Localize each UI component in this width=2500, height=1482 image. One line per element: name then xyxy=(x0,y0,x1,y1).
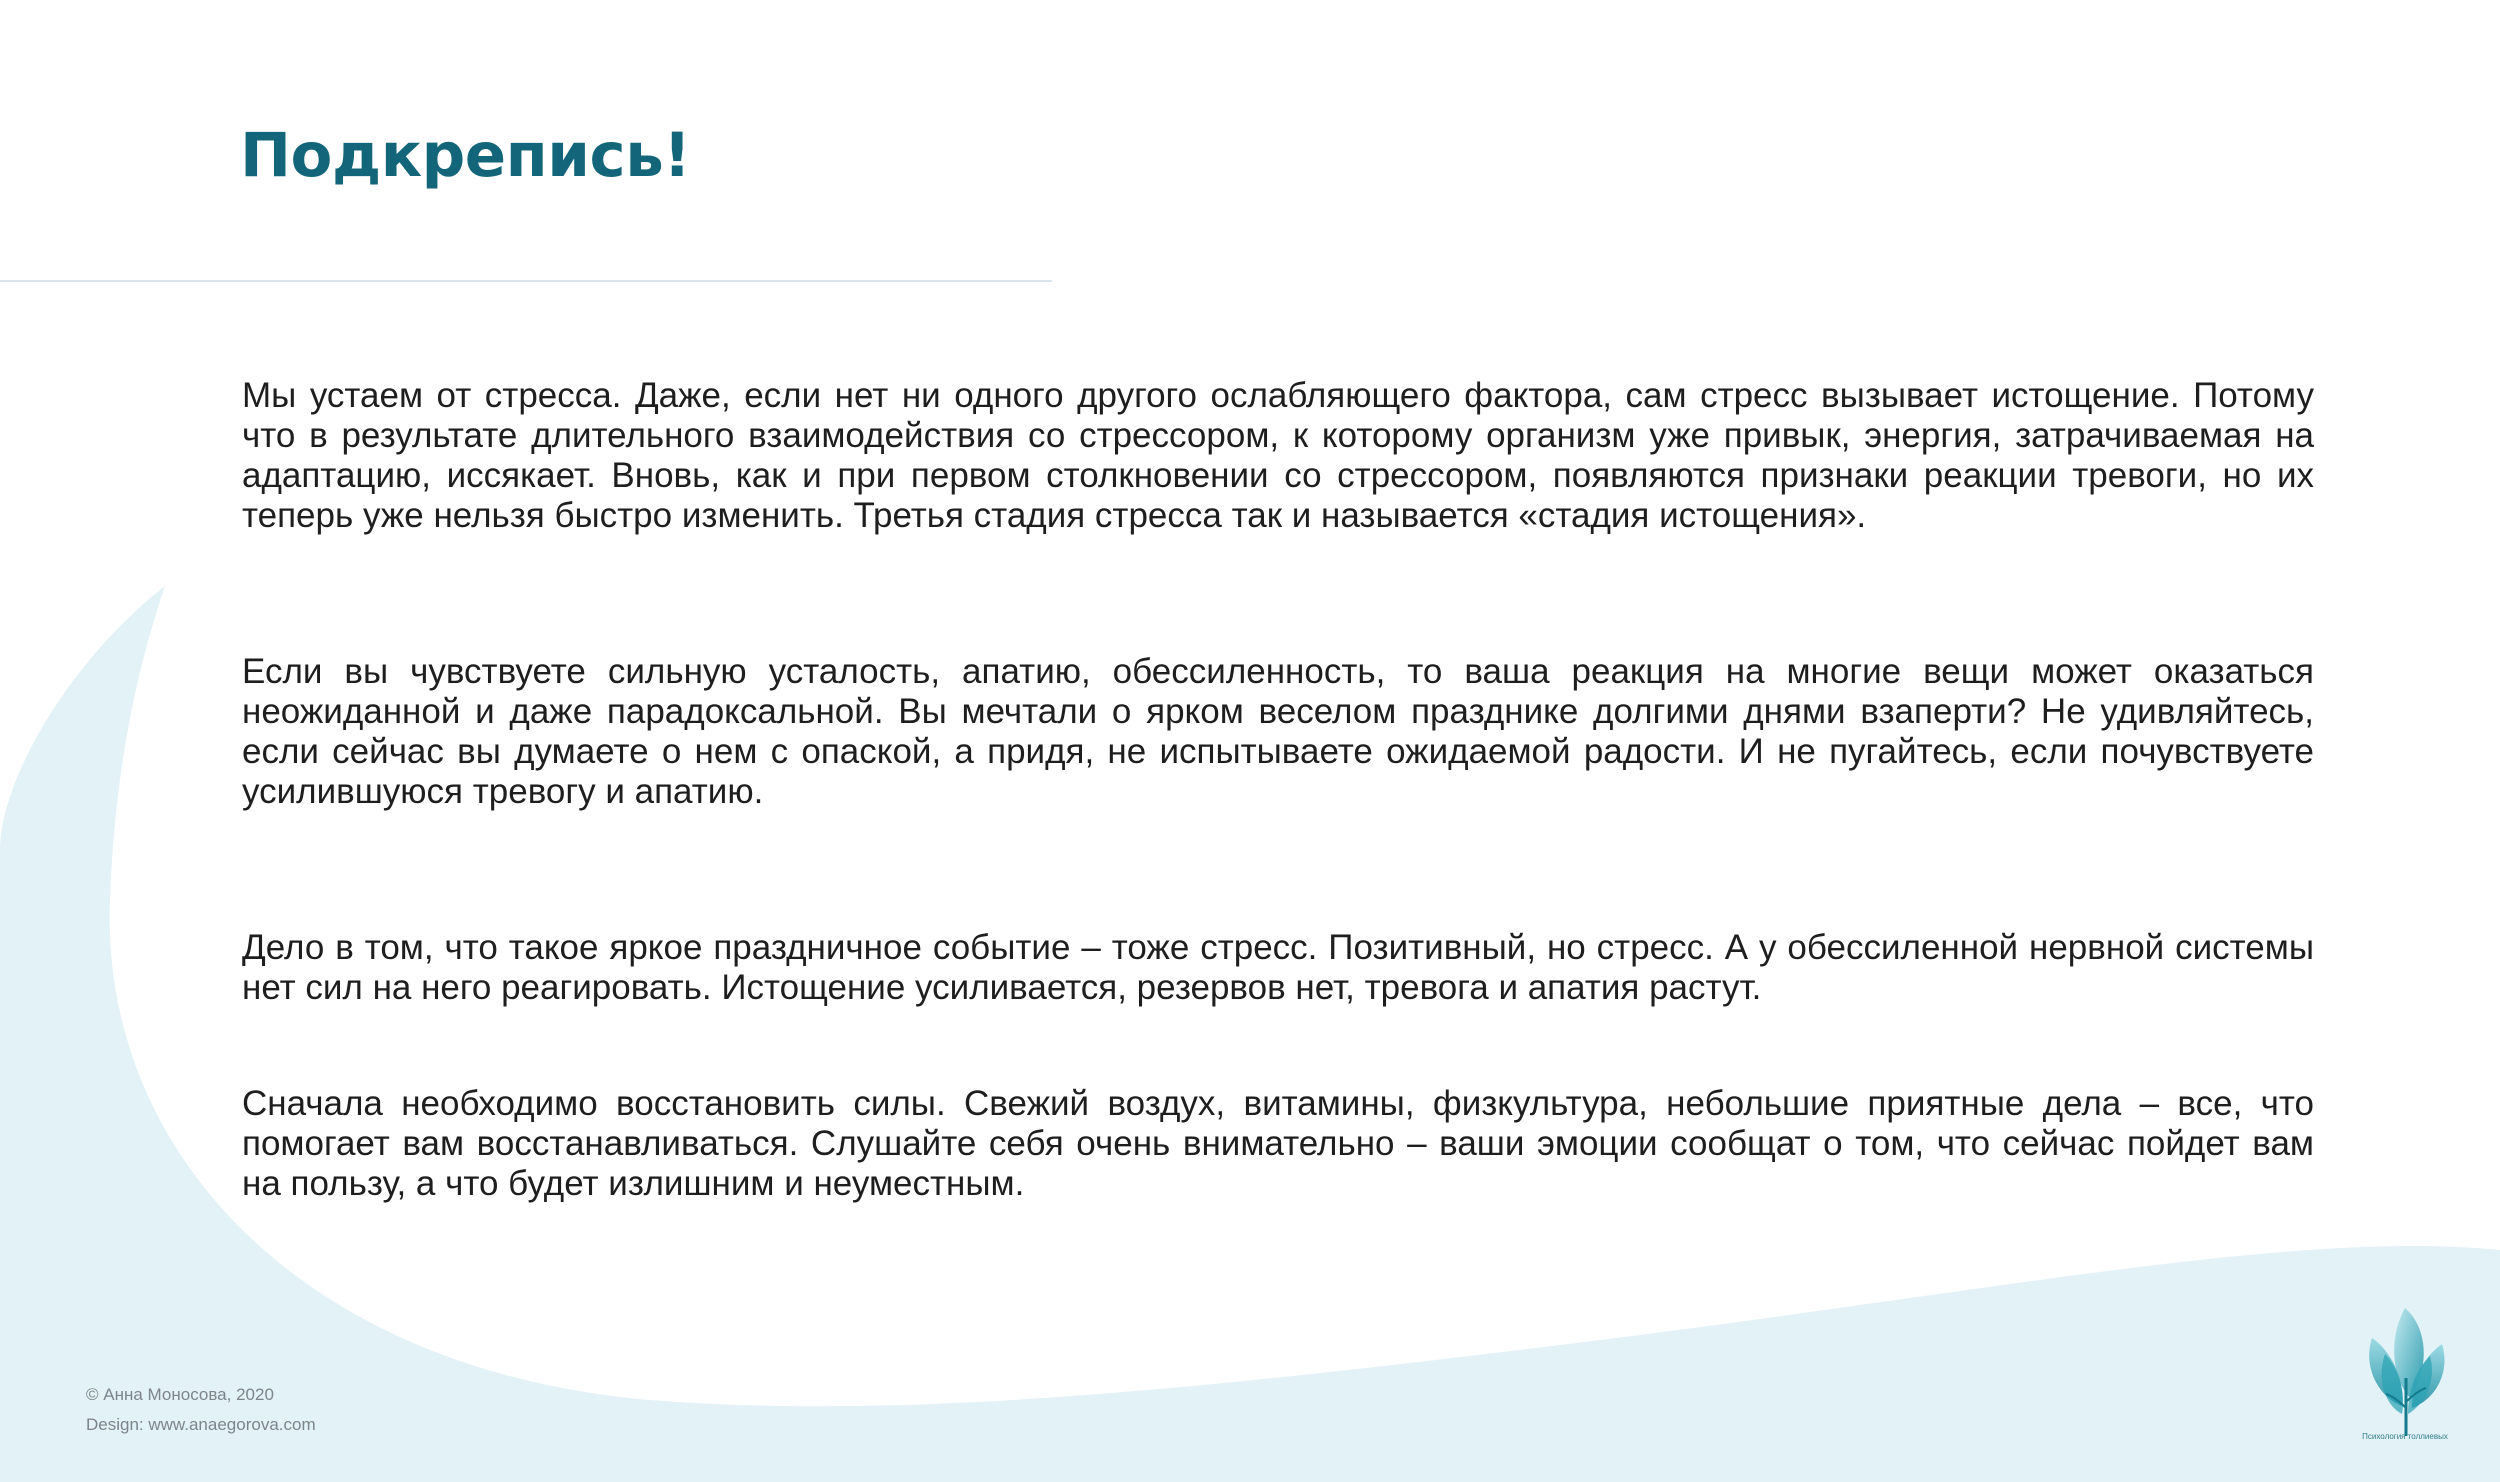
paragraph-exhaustion: Мы устаем от стресса. Даже, если нет ни одного другого ослабляющего фактора, сам стресс вызывает истощение. Потому что в результате длительного взаимодействия со стрессором, к которому организм уже привык, энергия, затрачиваемая на адаптацию, иссякает. Вновь, как и при первом столкновении со стрессором, появляются признаки реакции тревоги, но их теперь уже нельзя быстро изменить. Третья стадия стресса так и называется «стадия истощения». xyxy=(242,376,2314,535)
title-divider xyxy=(0,280,1052,282)
paragraph-recovery: Сначала необходимо восстановить силы. Свежий воздух, витамины, физкультура, небольшие приятные дела – все, что помогает вам восстанавливаться. Слушайте себя очень внимательно – ваши эмоции сообщат о том, что сейчас пойдет вам на пользу, а что будет излишним и неуместным. xyxy=(242,1084,2314,1203)
footer-credits xyxy=(86,1380,316,1440)
logo-caption: Психология толлиевых xyxy=(2362,1432,2448,1441)
design-credit-link[interactable]: Design: www.anaegorova.com xyxy=(86,1415,316,1434)
lotus-tree-icon xyxy=(2350,1298,2460,1446)
paragraph-fatigue: Если вы чувствуете сильную усталость, апатию, обессиленность, то ваша реакция на многие вещи может оказаться неожиданной и даже парадоксальной. Вы мечтали о ярком веселом празднике долгими днями взаперти? Не удивляйтесь, если сейчас вы думаете о нем с опаской, а придя, не испытываете ожидаемой радости. И не пугайтесь, если почувствуете усилившуюся тревогу и апатию. xyxy=(242,652,2314,811)
paragraph-holiday-stress: Дело в том, что такое яркое праздничное событие – тоже стресс. Позитивный, но стресс. А у обессиленной нервной системы нет сил на него реагировать. Истощение усиливается, резервов нет, тревога и апатия растут. xyxy=(242,928,2314,1007)
copyright-text: © Анна Моносова, 2020 xyxy=(86,1385,274,1404)
page-title: Подкрепись! xyxy=(240,120,691,191)
